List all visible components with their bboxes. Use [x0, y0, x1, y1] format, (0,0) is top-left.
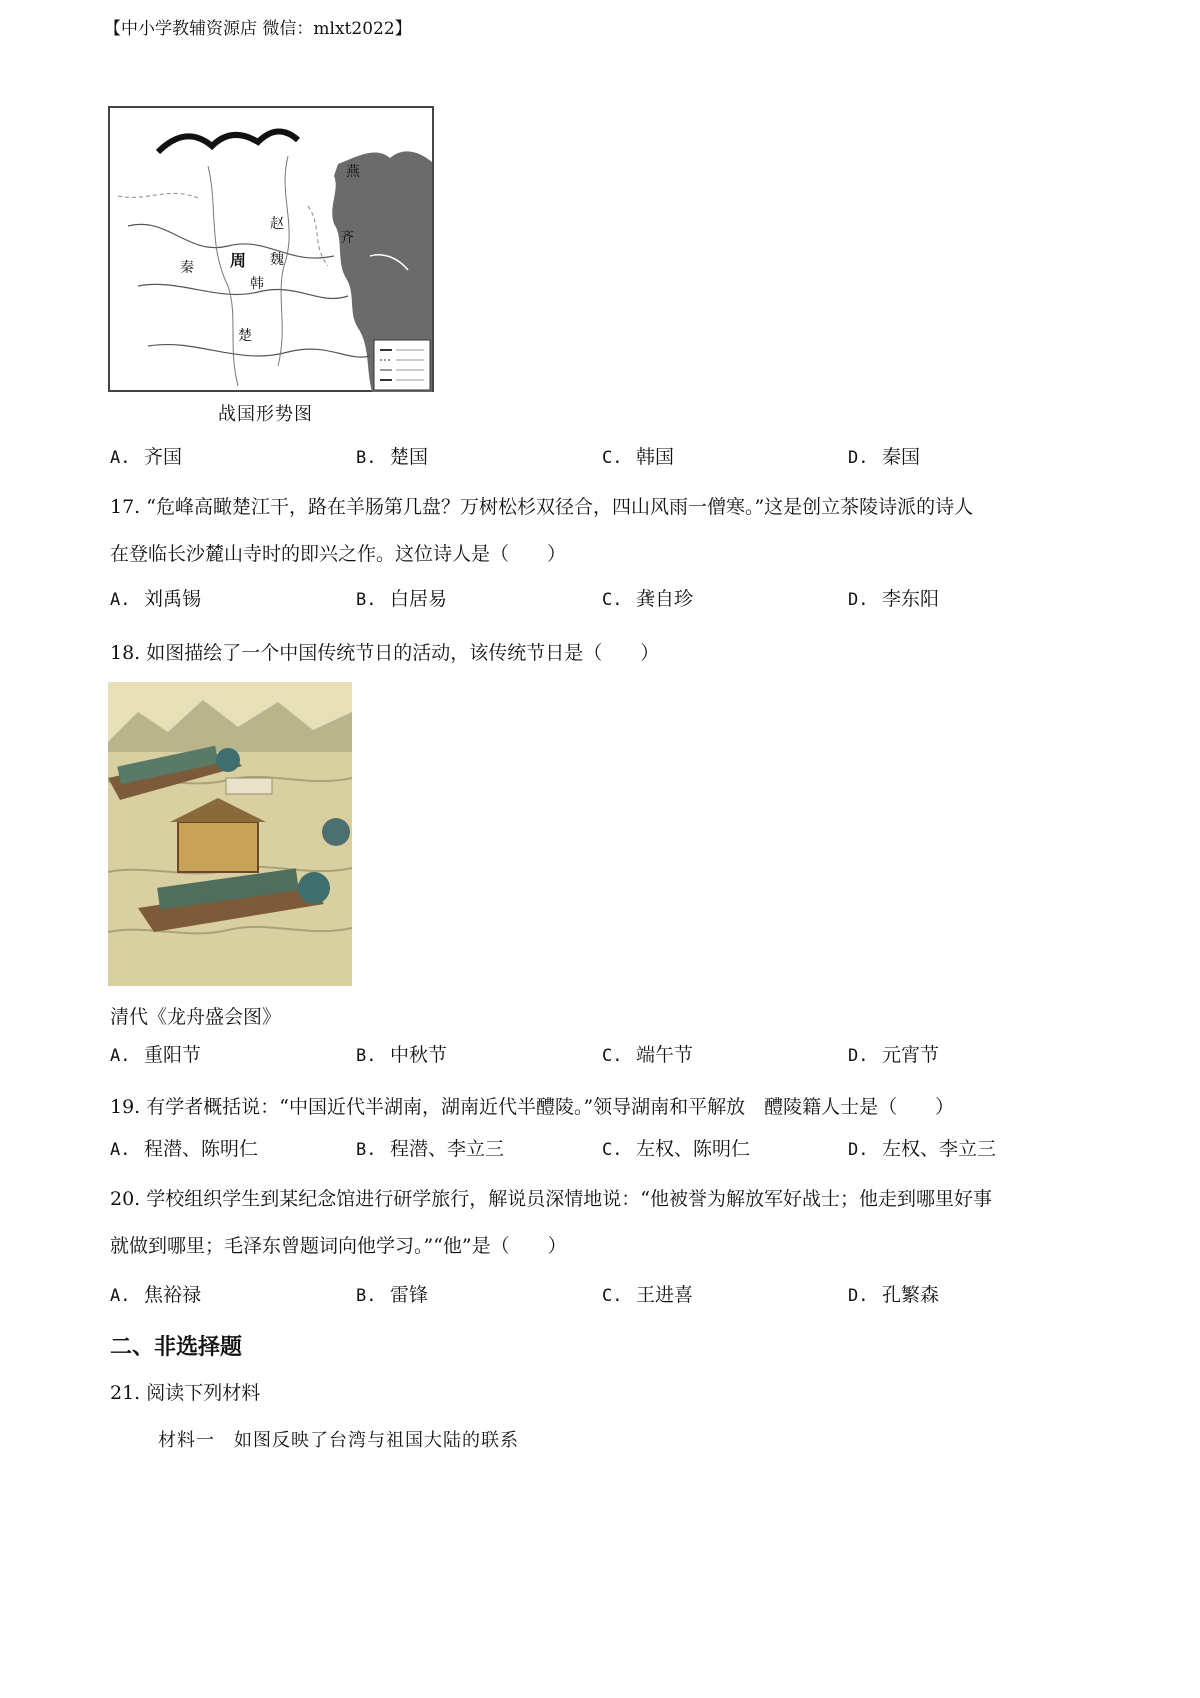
map-caption: 战国形势图 [218, 404, 313, 425]
option-c[interactable]: C. 龚自珍 [602, 588, 694, 610]
warring-states-map [108, 106, 434, 394]
option-b[interactable]: B. 白居易 [356, 588, 448, 610]
option-c[interactable]: C. 韩国 [602, 446, 675, 468]
option-a[interactable]: A. 齐国 [110, 446, 183, 468]
q17-line-1: 17. “危峰高瞰楚江干，路在羊肠第几盘？万树松杉双径合，四山风雨一僧寒。”这是创立茶陵诗派的诗人 [110, 496, 974, 518]
label-wei: 魏 [270, 252, 284, 268]
option-b[interactable]: B. 楚国 [356, 446, 429, 468]
label-zhou: 周 [230, 251, 247, 270]
page-header: 【中小学教辅资源店 微信：mlxt2022】 [104, 19, 412, 39]
label-qi: 齐 [340, 230, 354, 246]
option-c[interactable]: C. 左权、陈明仁 [602, 1138, 751, 1160]
label-chu: 楚 [238, 328, 252, 344]
option-d[interactable]: D. 秦国 [848, 446, 921, 468]
q20-line-1: 20. 学校组织学生到某纪念馆进行研学旅行，解说员深情地说：“他被誉为解放军好战士；他走到哪里好事 [110, 1188, 992, 1210]
option-c[interactable]: C. 王进喜 [602, 1284, 694, 1306]
option-d[interactable]: D. 元宵节 [848, 1044, 940, 1066]
option-a[interactable]: A. 程潜、陈明仁 [110, 1138, 259, 1160]
q18-options [110, 1040, 1110, 1070]
option-d[interactable]: D. 左权、李立三 [848, 1138, 997, 1160]
question-17 [110, 484, 1100, 578]
dragon-boat-painting [108, 682, 352, 986]
option-b[interactable]: B. 雷锋 [356, 1284, 429, 1306]
option-a[interactable]: A. 焦裕禄 [110, 1284, 202, 1306]
label-han: 韩 [250, 276, 264, 292]
question-19 [110, 1084, 1100, 1131]
material-1: 材料一 如图反映了台湾与祖国大陆的联系 [158, 1430, 519, 1451]
painting-caption: 清代《龙舟盛会图》 [110, 1006, 282, 1028]
option-a[interactable]: A. 刘禹锡 [110, 588, 202, 610]
label-zhao: 赵 [270, 216, 284, 232]
q19-options [110, 1134, 1110, 1164]
q17-options [110, 584, 1110, 614]
q17-line-2: 在登临长沙麓山寺时的即兴之作。这位诗人是（ ） [110, 543, 567, 565]
q20-line-2: 就做到哪里；毛泽东曾题词向他学习。”“他”是（ ） [110, 1235, 567, 1257]
q16-options [110, 442, 1110, 472]
question-18 [110, 630, 1100, 677]
option-a[interactable]: A. 重阳节 [110, 1044, 202, 1066]
q19-stem: 19. 有学者概括说：“中国近代半湖南，湖南近代半醴陵。”领导湖南和平解放 醴陵籍人士是（ ） [110, 1096, 955, 1118]
label-yan: 燕 [346, 164, 360, 180]
question-20 [110, 1176, 1100, 1270]
label-qin: 秦 [180, 260, 194, 276]
question-21: 21. 阅读下列材料 [110, 1382, 261, 1404]
option-d[interactable]: D. 孔繁森 [848, 1284, 940, 1306]
q18-stem: 18. 如图描绘了一个中国传统节日的活动，该传统节日是（ ） [110, 642, 660, 664]
section-heading: 二、非选择题 [110, 1335, 243, 1360]
option-d[interactable]: D. 李东阳 [848, 588, 940, 610]
painting-drawing [108, 682, 352, 986]
option-b[interactable]: B. 程潜、李立三 [356, 1138, 505, 1160]
option-c[interactable]: C. 端午节 [602, 1044, 694, 1066]
option-b[interactable]: B. 中秋节 [356, 1044, 448, 1066]
map-drawing [108, 106, 434, 394]
q20-options [110, 1280, 1110, 1310]
